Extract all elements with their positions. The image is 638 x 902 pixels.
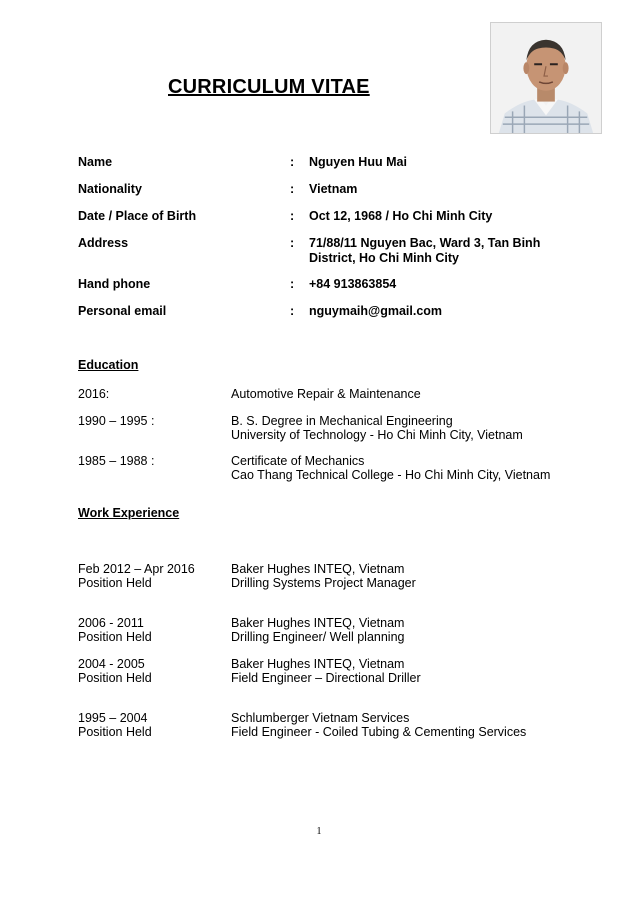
education-heading: Education [78,358,139,372]
info-value: Nguyen Huu Mai [309,155,407,169]
work-period: 2006 - 2011 Position Held [78,616,152,644]
info-label: Hand phone [78,277,151,291]
profile-photo [490,22,602,134]
page-number: 1 [316,826,322,837]
info-colon: : [290,304,295,318]
info-colon: : [290,155,295,169]
work-position: Field Engineer – Directional Driller [231,671,421,685]
info-label: Date / Place of Birth [78,209,197,223]
info-colon: : [290,236,295,250]
work-detail [231,616,601,644]
address-line-2: District, Ho Chi Minh City [309,251,459,265]
work-period: 1995 – 2004 Position Held [78,711,152,739]
education-detail: Certificate of Mechanics Cao Thang Technical College - Ho Chi Minh City, Vietnam [231,454,551,482]
info-value: +84 913863854 [309,277,397,291]
info-label: Nationality [78,182,142,196]
education-detail: B. S. Degree in Mechanical Engineering University of Technology - Ho Chi Minh City, Vietnam [231,414,523,442]
info-colon: : [290,182,295,196]
work-company: Baker Hughes INTEQ, Vietnam [231,657,405,671]
page-title: CURRICULUM VITAE [168,76,370,98]
info-value [309,236,549,266]
work-detail [231,711,601,739]
education-detail: Automotive Repair & Maintenance [231,387,421,401]
info-value: Oct 12, 1968 / Ho Chi Minh City [309,209,493,223]
work-detail [231,657,601,685]
work-period: Feb 2012 – Apr 2016 Position Held [78,562,195,590]
info-label: Address [78,236,129,250]
info-colon: : [290,209,295,223]
education-period: 1985 – 1988 : [78,454,155,468]
portrait-image [491,23,601,133]
work-position: Drilling Systems Project Manager [231,576,416,590]
work-position: Drilling Engineer/ Well planning [231,630,405,644]
work-company: Baker Hughes INTEQ, Vietnam [231,616,405,630]
work-company: Baker Hughes INTEQ, Vietnam [231,562,405,576]
info-value: Vietnam [309,182,358,196]
address-line-1: 71/88/11 Nguyen Bac, Ward 3, Tan Binh [309,236,541,250]
work-period: 2004 - 2005 Position Held [78,657,152,685]
info-label: Personal email [78,304,167,318]
info-label: Name [78,155,113,169]
work-company: Schlumberger Vietnam Services [231,711,410,725]
info-value: nguymaih@gmail.com [309,304,443,318]
education-period: 2016: [78,387,110,401]
info-colon: : [290,277,295,291]
work-heading: Work Experience [78,506,180,520]
work-detail [231,562,601,590]
work-position: Field Engineer - Coiled Tubing & Cementing Services [231,725,527,739]
education-period: 1990 – 1995 : [78,414,155,428]
